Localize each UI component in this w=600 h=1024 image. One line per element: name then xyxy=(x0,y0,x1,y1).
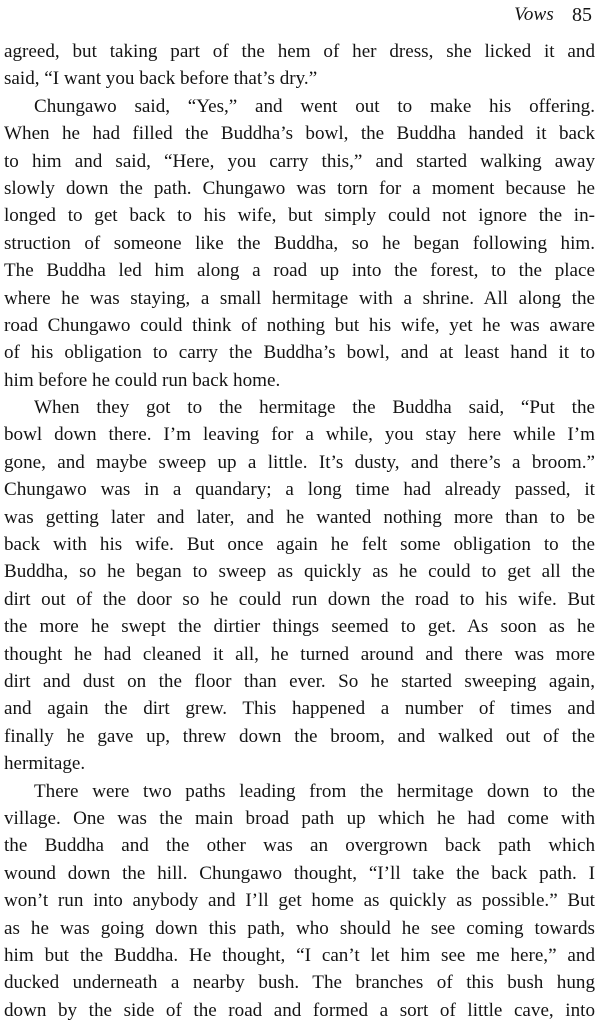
text-line: down by the side of the road and formed a sort of little cave, into xyxy=(4,999,595,1021)
text-line: gone, and maybe sweep up a little. It’s dusty, and there’s a broom.” xyxy=(4,451,595,473)
text-line: When they got to the hermitage the Buddha said, “Put the xyxy=(34,397,595,419)
text-line: agreed, but taking part of the hem of her dress, she licked it and xyxy=(4,41,595,62)
text-line: The Buddha led him along a road up into the forest, to the place xyxy=(4,260,595,282)
text-line: ducked underneath a nearby bush. The branches of this bush hung xyxy=(4,972,595,994)
text-line: won’t run into anybody and I’ll get home as quickly as possible.” But xyxy=(4,890,595,912)
text-line: Chungawo was in a quandary; a long time had already passed, it xyxy=(4,479,595,501)
text-line: to him and said, “Here, you carry this,” and started walking away xyxy=(4,150,595,172)
text-line: slowly down the path. Chungawo was torn for a moment because he xyxy=(4,177,595,199)
text-line: village. One was the main broad path up which he had come with xyxy=(4,807,595,829)
text-line: Buddha, so he began to sweep as quickly as he could to get all the xyxy=(4,561,595,583)
running-head xyxy=(514,0,592,30)
text-line: wound down the hill. Chungawo thought, “I’ll take the back path. I xyxy=(4,862,595,884)
section-title: Vows xyxy=(514,4,554,25)
text-line: When he had filled the Buddha’s bowl, the Buddha handed it back xyxy=(4,123,595,145)
text-line: road Chungawo could think of nothing but his wife, yet he was aware xyxy=(4,314,595,336)
text-line: dirt and dust on the floor than ever. So he started sweeping again, xyxy=(4,670,595,692)
text-line: him but the Buddha. He thought, “I can’t let him see me here,” and xyxy=(4,944,595,966)
text-line: Chungawo said, “Yes,” and went out to make his offering. xyxy=(34,95,595,117)
text-line: There were two paths leading from the hermitage down to the xyxy=(34,780,595,802)
text-line: thought he had cleaned it all, he turned around and there was more xyxy=(4,643,595,665)
text-line: bowl down there. I’m leaving for a while, you stay here while I’m xyxy=(4,424,595,446)
text-line: dirt out of the door so he could run down the road to his wife. But xyxy=(4,588,595,610)
text-line: longed to get back to his wife, but simply could not ignore the in- xyxy=(4,205,595,227)
text-line: struction of someone like the Buddha, so he began following him. xyxy=(4,232,595,254)
text-line: hermitage. xyxy=(4,753,86,775)
text-line: him before he could run back home. xyxy=(4,369,281,391)
text-line: finally he gave up, threw down the broom, and walked out of the xyxy=(4,725,595,747)
text-line: as he was going down this path, who should he see coming towards xyxy=(4,917,595,939)
text-line: and again the dirt grew. This happened a number of times and xyxy=(4,698,595,720)
text-line: the Buddha and the other was an overgrown back path which xyxy=(4,835,595,857)
text-line: said, “I want you back before that’s dry.” xyxy=(4,68,318,90)
text-line: where he was staying, a small hermitage with a shrine. All along the xyxy=(4,287,595,309)
page-number: 85 xyxy=(572,3,592,26)
text-line: back with his wife. But once again he felt some obligation to the xyxy=(4,534,595,556)
text-line: of his obligation to carry the Buddha’s bowl, and at least hand it to xyxy=(4,342,595,364)
text-line: was getting later and later, and he wanted nothing more than to be xyxy=(4,506,595,528)
body-text xyxy=(4,38,595,1024)
text-line: the more he swept the dirtier things seemed to get. As soon as he xyxy=(4,616,595,638)
